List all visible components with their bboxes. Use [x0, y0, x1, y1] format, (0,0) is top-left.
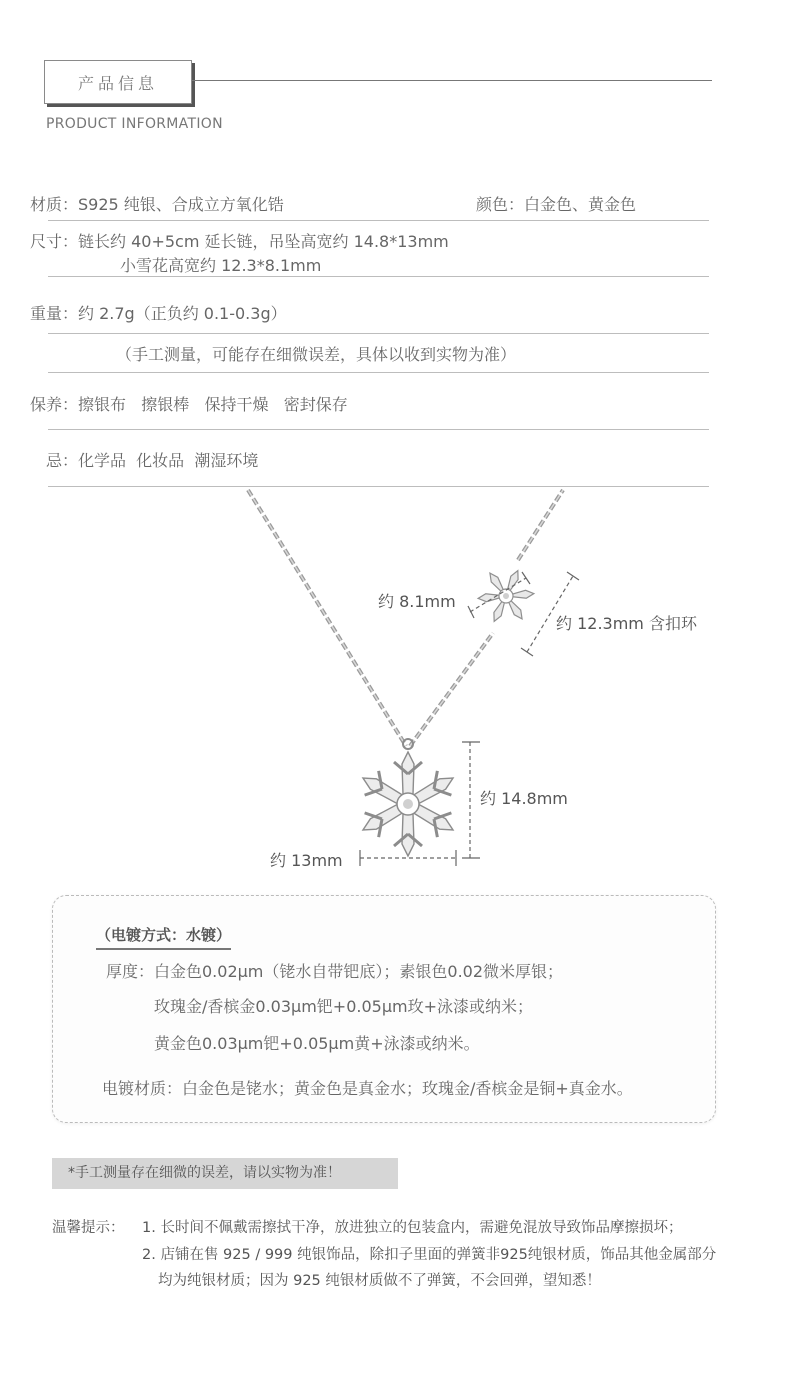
chain-left-inner	[248, 490, 406, 746]
dimension-lines	[360, 572, 579, 866]
table-rule	[48, 333, 709, 334]
tips-item-1: 1. 长时间不佩戴需擦拭干净，放进独立的包装盒内，需避免混放导致饰品摩擦损坏；	[142, 1220, 683, 1236]
section-title: 产品信息	[77, 73, 158, 93]
spec-color-label: 颜色：	[476, 195, 525, 214]
spec-size-label: 尺寸：	[29, 232, 78, 251]
spec-size-line2: 小雪花高宽约 12.3*8.1mm	[120, 256, 322, 275]
spec-material-row	[4, 192, 284, 215]
spec-weight-label: 重量：	[29, 304, 78, 323]
tips-label: 温馨提示：	[52, 1220, 125, 1236]
necklace-diagram	[0, 488, 800, 888]
section-subtitle: PRODUCT INFORMATION	[46, 116, 223, 132]
spec-avoid-value: 化学品 化妆品 潮湿环境	[78, 451, 259, 470]
spec-size-line1: 链长约 40+5cm 延长链，吊坠高宽约 14.8*13mm	[78, 232, 449, 251]
small-height-label: 约 12.3mm 含扣环	[556, 614, 697, 633]
plating-thickness-line2: 玫瑰金/香槟金0.03μm钯+0.05μm玫+泳漆或纳米；	[154, 997, 533, 1016]
header-divider	[192, 80, 712, 81]
large-height-label: 约 14.8mm	[480, 789, 568, 808]
section-title-box	[44, 60, 192, 104]
spec-care-value: 擦银布 擦银棒 保持干燥 密封保存	[78, 395, 348, 414]
tips-item-2: 2. 店铺在售 925 / 999 纯银饰品，除扣子里面的弹簧非925纯银材质，饰品其他金属部分	[142, 1247, 717, 1263]
spec-weight-value: 约 2.7g（正负约 0.1-0.3g）	[78, 304, 287, 323]
spec-color-value: 白金色、黄金色	[524, 195, 637, 214]
measurement-note: *手工测量存在细微的误差，请以实物为准！	[52, 1158, 398, 1189]
spec-material-label: 材质：	[29, 195, 78, 214]
spec-weight-row	[4, 301, 287, 324]
small-snowflake	[470, 560, 541, 633]
large-width-label: 约 13mm	[270, 851, 343, 870]
spec-weight-note: （手工测量，可能存在细微误差，具体以收到实物为准）	[116, 345, 517, 364]
small-width-label: 约 8.1mm	[378, 592, 456, 611]
spec-avoid-row	[4, 448, 258, 471]
spec-size-row	[4, 229, 449, 252]
table-rule	[48, 276, 709, 277]
table-rule	[48, 220, 709, 221]
spec-material-value: S925 纯银、合成立方氧化锆	[78, 195, 284, 214]
table-rule	[48, 372, 709, 373]
spec-care-row	[4, 392, 348, 415]
table-rule	[48, 429, 709, 430]
chain-right-lower-inner	[410, 633, 493, 746]
chain-right-upper-inner	[518, 490, 563, 560]
plating-title: （电镀方式：水镀）	[96, 924, 231, 950]
plating-material-line: 电镀材质：白金色是铑水；黄金色是真金水；玫瑰金/香槟金是铜+真金水。	[102, 1079, 633, 1098]
plating-thickness-line3: 黄金色0.03μm钯+0.05μm黄+泳漆或纳米。	[154, 1034, 480, 1053]
plating-thickness-line1: 厚度：白金色0.02μm（铑水自带钯底）；素银色0.02微米厚银；	[106, 962, 564, 981]
spec-color-row	[476, 192, 636, 215]
large-snowflake	[356, 739, 460, 856]
spec-care-label: 保养：	[29, 395, 78, 414]
spec-avoid-label: 忌：	[45, 451, 78, 470]
table-rule	[48, 486, 709, 487]
tips-item-2-cont: 均为纯银材质；因为 925 纯银材质做不了弹簧，不会回弹，望知悉！	[158, 1273, 601, 1289]
